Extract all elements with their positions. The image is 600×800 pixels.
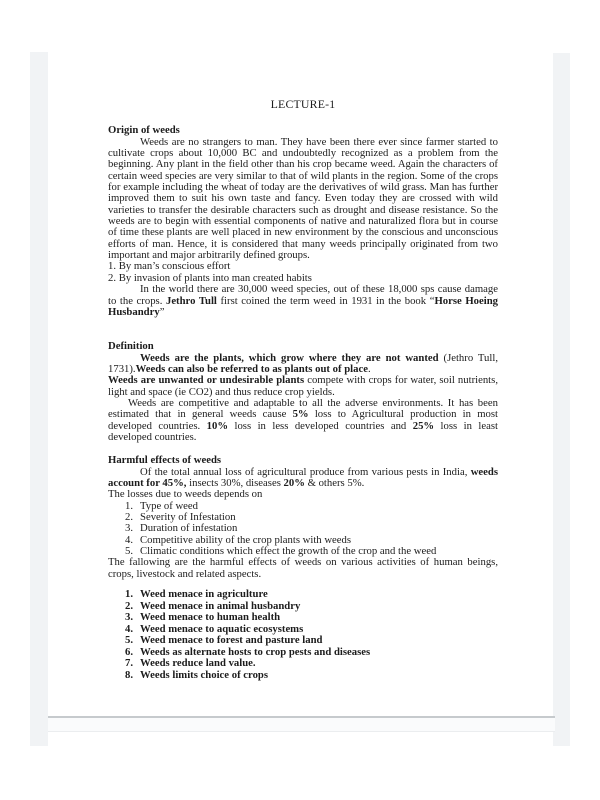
list-item-text: Weed menace in agriculture	[140, 588, 268, 601]
definition-paragraph-2: Weeds are unwanted or undesirable plants compete with crops for water, soil nutrients, light and space (ie CO2) and thus reduce crop yields.	[108, 374, 498, 398]
list-item	[108, 670, 498, 682]
list-item-text: Weed menace to forest and pasture land	[140, 634, 323, 647]
list-item-text: Weeds as alternate hosts to crop pests and diseases	[140, 645, 371, 658]
definition-paragraph-3: Weeds are competitive and adaptable to all the adverse environments. It has been estimated that in general weeds cause 5% loss to Agricultural production in most developed countries. 10% loss in less developed countries and 25% loss in least developed countries.	[108, 396, 498, 443]
origin-heading: Origin of weeds	[108, 124, 180, 137]
list-item	[108, 589, 498, 601]
definition-paragraph-1: Weeds are the plants, which grow where they are not wanted (Jethro Tull, 1731).Weeds can also be referred to as plants out of place.	[108, 351, 499, 375]
list-item-text: Weeds limits choice of crops	[140, 668, 269, 681]
list-item-number: 4.	[125, 533, 134, 546]
origin-paragraph-2: In the world there are 30,000 weed species, out of these 18,000 sps cause damage to the crops. Jethro Tull first coined the term weed in 1931 in the book “Horse Hoeing Husbandry”	[108, 283, 499, 318]
list-item-text: Weed menace to aquatic ecosystems	[140, 622, 304, 635]
list-item-number: 3.	[125, 522, 134, 535]
lecture-title: LECTURE-1	[270, 97, 336, 111]
harmful-paragraph-1: Of the total annual loss of agricultural produce from various pests in India, weeds account for 45%, insects 30%, diseases 20% & others 5%.	[108, 465, 498, 489]
losses-intro: The losses due to weeds depends on	[108, 488, 263, 501]
following-paragraph: The fallowing are the harmful effects of weeds on various activities of human beings, crops, livestock and related aspects.	[108, 556, 498, 580]
list-item-text: Competitive ability of the crop plants with weeds	[140, 533, 352, 546]
page-left-edge-shadow	[30, 52, 48, 746]
list-item	[108, 523, 498, 534]
list-item-number: 1.	[125, 588, 134, 601]
list-item-text: Climatic conditions which effect the growth of the crop and the weed	[140, 545, 437, 558]
losses-list	[108, 501, 498, 558]
page-bottom-shadow	[48, 718, 555, 732]
list-item-number: 2.	[125, 599, 134, 612]
menace-list	[108, 589, 498, 681]
list-item-number: 7.	[125, 657, 134, 670]
list-item-text: Weed menace to human health	[140, 611, 281, 624]
list-item-number: 5.	[125, 634, 134, 647]
origin-group-item-1: 1. By man’s conscious effort	[108, 260, 231, 273]
origin-group-item-2: 2. By invasion of plants into man created habits	[108, 271, 312, 284]
list-item-text: Type of weed	[140, 499, 199, 512]
page-right-edge-shadow	[553, 53, 570, 746]
list-item-number: 8.	[125, 668, 134, 681]
list-item	[108, 612, 498, 624]
list-item-number: 5.	[125, 545, 134, 558]
list-item-number: 4.	[125, 622, 134, 635]
list-item	[108, 635, 498, 647]
definition-heading: Definition	[108, 340, 154, 353]
harmful-effects-heading: Harmful effects of weeds	[108, 454, 222, 467]
origin-paragraph-1: Weeds are no strangers to man. They have been there ever since farmer started to cultivate crops about 10,000 BC and undoubtedly recognized as a problem from the beginning. Any plant in the field other than his crop became weed. Again the characters of certain weed species are very similar to that of wild plants in the region. Some of the crops for example including the wheat of today are the derivatives of wild grass. Man has further improved them to suit his own taste and fancy. Even today they are crossed with wild varieties to transfer the desirable characters such as drought and disease resistance. So the weeds are to begin with essential components of native and naturalized flora but in course of time these plants are well placed in new environment by the conscious and unconscious efforts of man. Hence, it is considered that many weeds principally originated from two important and major arbitrarily defined groups.	[108, 135, 498, 262]
page-content	[108, 99, 498, 681]
list-item-number: 3.	[125, 611, 134, 624]
list-item	[108, 658, 498, 670]
list-item-number: 6.	[125, 645, 134, 658]
list-item-number: 1.	[125, 499, 134, 512]
list-item-text: Duration of infestation	[140, 522, 238, 535]
list-item-text: Weeds reduce land value.	[140, 657, 256, 670]
list-item-number: 2.	[125, 511, 134, 523]
list-item-text: Severity of Infestation	[140, 511, 236, 523]
list-item-text: Weed menace in animal husbandry	[140, 599, 301, 612]
